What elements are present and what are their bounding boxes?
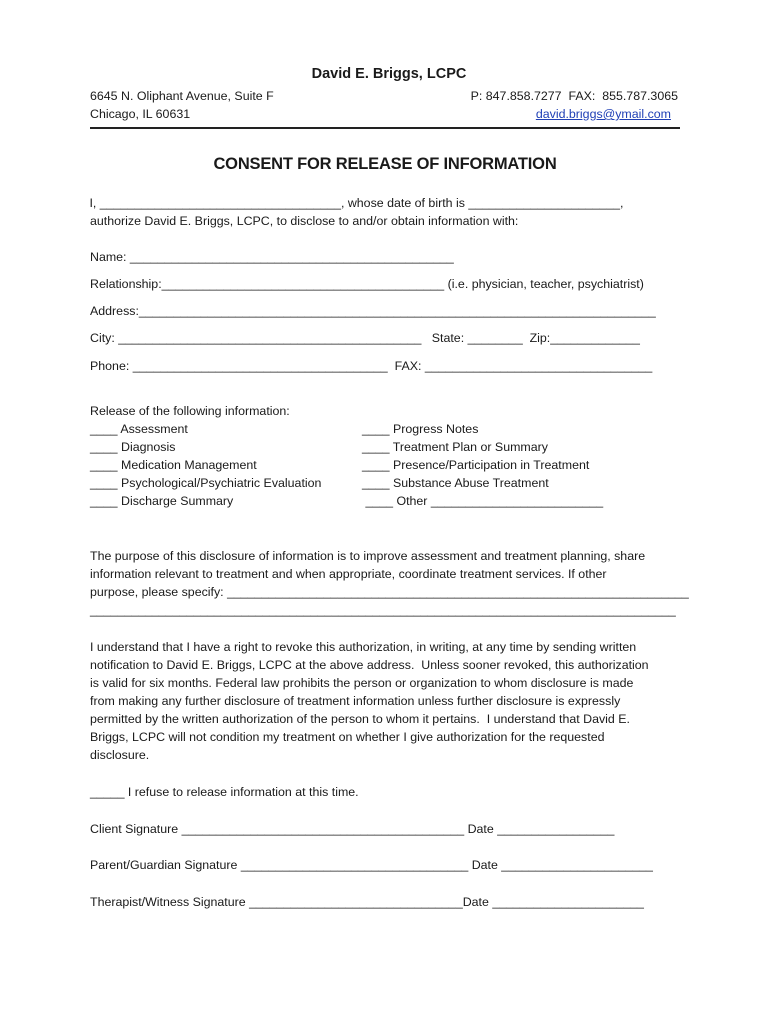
revoke-text: notification to David E. Briggs, LCPC at the above address. Unless sooner revoked, this authorization	[90, 658, 649, 672]
revoke-text: is valid for six months. Federal law prohibits the person or organization to whom disclosure is made	[90, 676, 634, 690]
purpose-specify-field[interactable]: purpose, please specify: ___________________________________________________________________	[90, 585, 689, 599]
purpose-text: The purpose of this disclosure of information is to improve assessment and treatment planning, share	[90, 549, 646, 563]
refuse-option[interactable]: _____ I refuse to release information at this time.	[90, 785, 359, 799]
revoke-text: from making any further disclosure of treatment information unless further disclosure is expressly	[90, 694, 621, 708]
email-link[interactable]: david.briggs@ymail.com	[535, 107, 671, 121]
release-heading: Release of the following information:	[90, 404, 290, 418]
release-option-right[interactable]: ____ Other _________________________	[362, 494, 604, 508]
name-field[interactable]: Name: _______________________________________________	[90, 250, 454, 264]
release-option-left[interactable]: ____ Discharge Summary	[90, 494, 234, 508]
release-option-right[interactable]: ____ Substance Abuse Treatment	[362, 476, 549, 490]
revoke-text: Briggs, LCPC will not condition my treatment on whether I give authorization for the requested	[90, 730, 605, 744]
practitioner-name: David E. Briggs, LCPC	[311, 66, 467, 82]
release-option-left[interactable]: ____ Medication Management	[90, 458, 257, 472]
purpose-text: information relevant to treatment and when appropriate, coordinate treatment services. If other	[90, 567, 607, 581]
purpose-specify-field[interactable]: _____________________________________________________________________________________	[90, 603, 676, 617]
release-option-left[interactable]: ____ Assessment	[90, 422, 188, 436]
address-field[interactable]: Address:___________________________________________________________________________	[90, 304, 656, 318]
relationship-field[interactable]: Relationship:_________________________________________ (i.e. physician, teacher, psychiatrist)	[90, 277, 644, 291]
revoke-text: disclosure.	[90, 748, 150, 762]
address-line-1: 6645 N. Oliphant Avenue, Suite F	[90, 89, 274, 103]
intro-line-1: I, ___________________________________, whose date of birth is ______________________,	[86, 196, 624, 210]
revoke-text: I understand that I have a right to revoke this authorization, in writing, at any time by sending written	[90, 640, 637, 654]
revoke-text: permitted by the written authorization of the person to whom it pertains. I understand that David E.	[90, 712, 630, 726]
release-option-right[interactable]: ____ Progress Notes	[362, 422, 479, 436]
release-option-left[interactable]: ____ Psychological/Psychiatric Evaluation	[90, 476, 322, 490]
intro-line-2: authorize David E. Briggs, LCPC, to disclose to and/or obtain information with:	[90, 214, 519, 228]
client-signature-field[interactable]: Client Signature _________________________________________ Date _________________	[90, 822, 615, 836]
guardian-signature-field[interactable]: Parent/Guardian Signature _________________________________ Date ______________________	[90, 858, 653, 872]
header-divider	[90, 127, 680, 129]
release-option-right[interactable]: ____ Presence/Participation in Treatment	[362, 458, 590, 472]
phone-fax-field[interactable]: Phone: _____________________________________ FAX: _________________________________	[90, 359, 653, 373]
release-option-left[interactable]: ____ Diagnosis	[90, 440, 176, 454]
address-line-2: Chicago, IL 60631	[90, 107, 191, 121]
city-state-zip-field[interactable]: City: ____________________________________________ State: ________ Zip:_____________	[90, 331, 640, 345]
phone-fax: P: 847.858.7277 FAX: 855.787.3065	[470, 89, 678, 103]
therapist-signature-field[interactable]: Therapist/Witness Signature _______________________________Date ______________________	[90, 895, 644, 909]
form-title: CONSENT FOR RELEASE OF INFORMATION	[213, 155, 557, 173]
release-option-right[interactable]: ____ Treatment Plan or Summary	[362, 440, 548, 454]
